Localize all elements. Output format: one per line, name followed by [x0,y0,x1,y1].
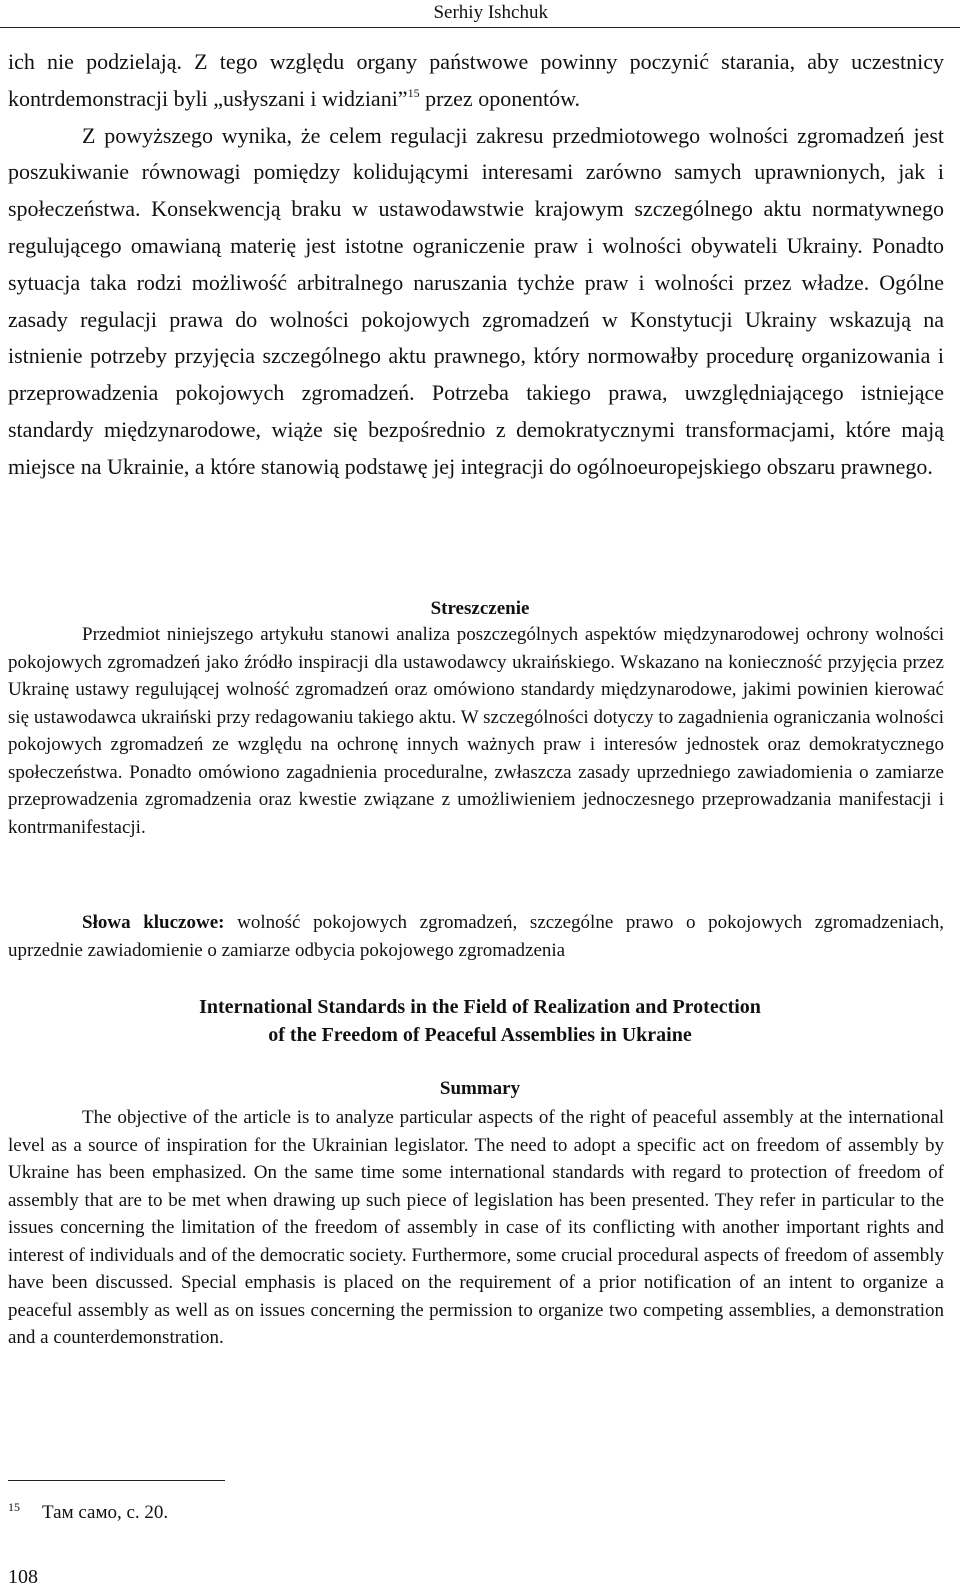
header-author: Serhiy Ishchuk [433,2,548,23]
streszczenie-body [8,621,944,841]
footnote-divider [8,1480,225,1481]
english-title-line-1: International Standards in the Field of Realization and Protection [199,996,761,1018]
paragraph-1-text: ich nie podzielają. Z tego względu organy państwowe powinny poczynić starania, aby uczestnicy kontrdemonstracji byli „usłyszani i widziani” [8,49,944,111]
streszczenie-heading: Streszczenie [430,598,530,619]
paragraph-1-end: przez oponentów. [419,85,581,111]
summary-text: The objective of the article is to analyze particular aspects of the right of peaceful assembly at the international level as a source of inspiration for the Ukrainian legislator. The need to adopt a specific act on freedom of assembly by Ukraine has been emphasized. On the same time some international standards with regard to protection of freedom of assembly that are to be met when drawing up such piece of legislation has been presented. They refer in particular to the issues concerning the limitation of the freedom of assembly in case of its conflicting with another important rights and interest of individuals and of the democratic society. Furthermore, some crucial procedural aspects of freedom of assembly have been discussed. Special emphasis is placed on the requirement of a prior notification of an intent to organize a peaceful assembly as well as on issues concerning the permission to organize two competing assemblies, a demonstration and a counterdemonstration. [8,1107,944,1348]
keywords-paragraph [8,909,944,964]
paragraph-2: Z powyższego wynika, że celem regulacji zakresu przedmiotowego wolności zgromadzeń jest poszukiwanie równowagi pomiędzy kolidującymi interesami zarówno samych uprawnionych, jak i społeczeństwa. Konsekwencją braku w ustawodawstwie krajowym szczególnego aktu normatywnego regulującego omawianą materię jest istotne ograniczenie praw i wolności obywateli Ukrainy. Ponadto sytuacja taka rodzi możliwość arbitralnego naruszania tychże praw i wolności przez władze. Ogólne zasady regulacji prawa do wolności pokojowych zgromadzeń w Konstytucji Ukrainy wskazują na istnienie potrzeby przyjęcia szczególnego aktu prawnego, który normowałby procedurę organizowania i przeprowadzenia pokojowych zgromadzeń. Potrzeba takiego prawa, uwzględniającego istniejące standardy międzynarodowe, wiąże się bezpośrednio z demokratycznymi transformacjami, które mają miejsce na Ukrainie, a które stanowią podstawę jej integracji do ogólnoeuropejskiego obszaru prawnego. [8,122,944,479]
keywords-text: wolność pokojowych zgromadzeń, szczególne prawo o pokojowych zgromadzeniach, uprzednie zawiadomienie o zamiarze odbycia pokojowego zgromadzenia [8,912,944,961]
footnote [8,1500,168,1524]
paragraph-1 [8,44,944,118]
running-header [0,0,960,28]
english-title [0,993,960,1049]
english-title-line-2: of the Freedom of Peaceful Assemblies in Ukraine [268,1024,692,1046]
footnote-text: Там само, с. 20. [42,1502,169,1523]
summary-body [8,1104,944,1352]
streszczenie-text: Przedmiot niniejszego artykułu stanowi analiza poszczególnych aspektów międzynarodowej ochrony wolności pokojowych zgromadzeń jako źródło inspiracji dla ustawodawcy ukraińskiego. Wskazano na konieczność przyjęcia przez Ukrainę ustawy regulującej wolność zgromadzeń oraz omówiono standardy międzynarodowe, jakimi powinien kierować się ustawodawca ukraiński przy redagowaniu takiego aktu. W szczególności dotyczy to zagadnienia ograniczania wolności pokojowych zgromadzeń ze względu na ochronę innych ważnych praw i interesów jednostek oraz demokratycznego społeczeństwa. Ponadto omówiono zagadnienia proceduralne, zwłaszcza zasady uprzedniego zawiadomienia o zamiarze przeprowadzenia zgromadzenia oraz kwestie związane z umożliwieniem jednoczesnego przeprowadzania manifestacji i kontrmanifestacji. [8,624,944,838]
summary-heading: Summary [439,1078,521,1099]
main-text [8,44,944,486]
keywords-label: Słowa kluczowe: [82,912,225,933]
footnote-number: 15 [8,1500,20,1514]
page-number: 108 [8,1566,38,1588]
keywords-block [8,909,944,964]
footnote-reference[interactable]: 15 [407,85,420,100]
